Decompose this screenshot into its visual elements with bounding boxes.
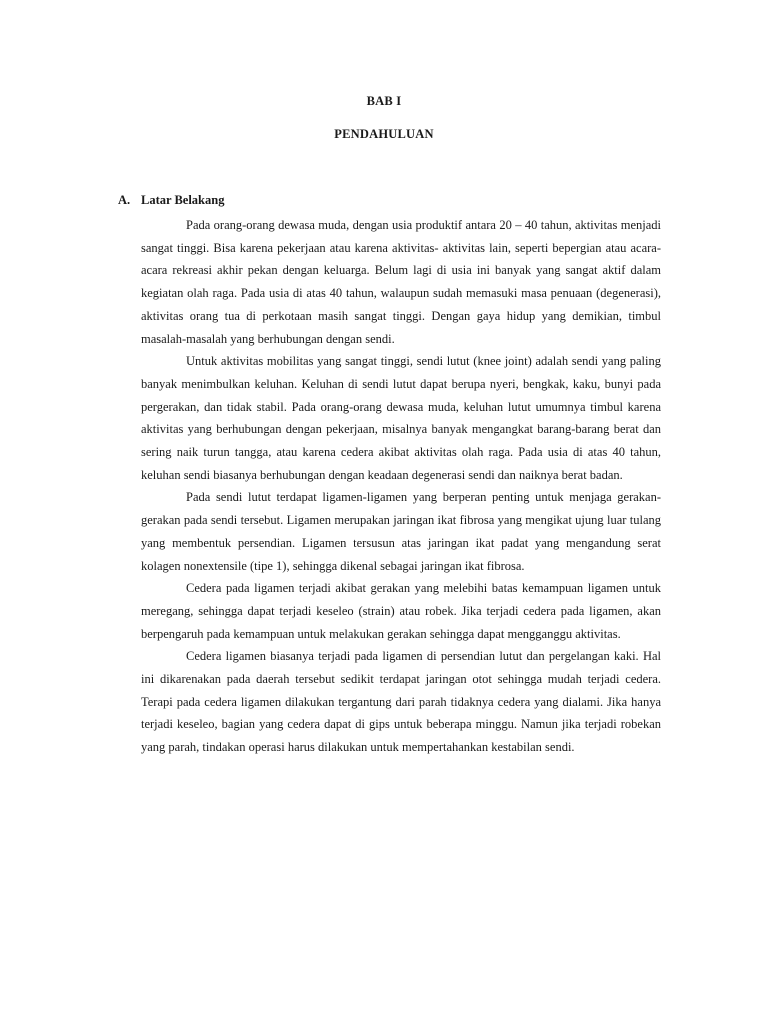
section-heading xyxy=(118,193,224,208)
section-title: Latar Belakang xyxy=(141,193,225,207)
paragraph: Untuk aktivitas mobilitas yang sangat tinggi, sendi lutut (knee joint) adalah sendi yang paling banyak menimbulkan keluhan. Keluhan di sendi lutut dapat berupa nyeri, bengkak, kaku, bunyi pada pergerakan, dan tidak stabil. Pada orang-orang dewasa muda, keluhan lutut umumnya timbul karena aktivitas yang berhubungan dengan pekerjaan, misalnya banyak mengangkat barang-barang berat dan sering naik turun tangga, atau karena cedera akibat aktivitas olah raga. Pada usia di atas 40 tahun, keluhan sendi biasanya berhubungan dengan keadaan degenerasi sendi dan naiknya berat badan. xyxy=(141,354,661,482)
section-marker: A. xyxy=(118,193,131,207)
chapter-number: BAB I xyxy=(366,94,402,108)
body-text xyxy=(141,214,661,759)
paragraph: Pada orang-orang dewasa muda, dengan usia produktif antara 20 – 40 tahun, aktivitas menjadi sangat tinggi. Bisa karena pekerjaan atau karena aktivitas- aktivitas lain, seperti bepergian atau acara-acara rekreasi akhir pekan dengan keluarga. Belum lagi di usia ini banyak yang sangat aktif dalam kegiatan olah raga. Pada usia di atas 40 tahun, walaupun sudah memasuki masa penuaan (degenerasi), aktivitas orang tua di perkotaan masih sangat tinggi. Dengan gaya hidup yang demikian, timbul masalah-masalah yang berhubungan dengan sendi. xyxy=(141,218,661,346)
paragraph: Cedera ligamen biasanya terjadi pada ligamen di persendian lutut dan pergelangan kaki. Hal ini dikarenakan pada daerah tersebut sedikit terdapat jaringan otot sehingga mudah terjadi cedera. Terapi pada cedera ligamen dilakukan tergantung dari parah tidaknya cedera yang dialami. Jika hanya terjadi keseleo, bagian yang cedera dapat di gips untuk beberapa minggu. Namun jika terjadi robekan yang parah, tindakan operasi harus dilakukan untuk mempertahankan kestabilan sendi. xyxy=(141,649,661,755)
paragraph: Pada sendi lutut terdapat ligamen-ligamen yang berperan penting untuk menjaga gerakan-gerakan pada sendi tersebut. Ligamen merupakan jaringan ikat fibrosa yang mengikat ujung luar tulang yang membentuk persendian. Ligamen tersusun atas jaringan ikat padat yang mengandung serat kolagen nonextensile (tipe 1), sehingga dikenal sebagai jaringan ikat fibrosa. xyxy=(141,490,661,573)
chapter-title: PENDAHULUAN xyxy=(334,127,434,141)
paragraph: Cedera pada ligamen terjadi akibat gerakan yang melebihi batas kemampuan ligamen untuk meregang, sehingga dapat terjadi keseleo (strain) atau robek. Jika terjadi cedera pada ligamen, akan berpengaruh pada kemampuan untuk melakukan gerakan sehingga dapat mengganggu aktivitas. xyxy=(141,581,661,641)
